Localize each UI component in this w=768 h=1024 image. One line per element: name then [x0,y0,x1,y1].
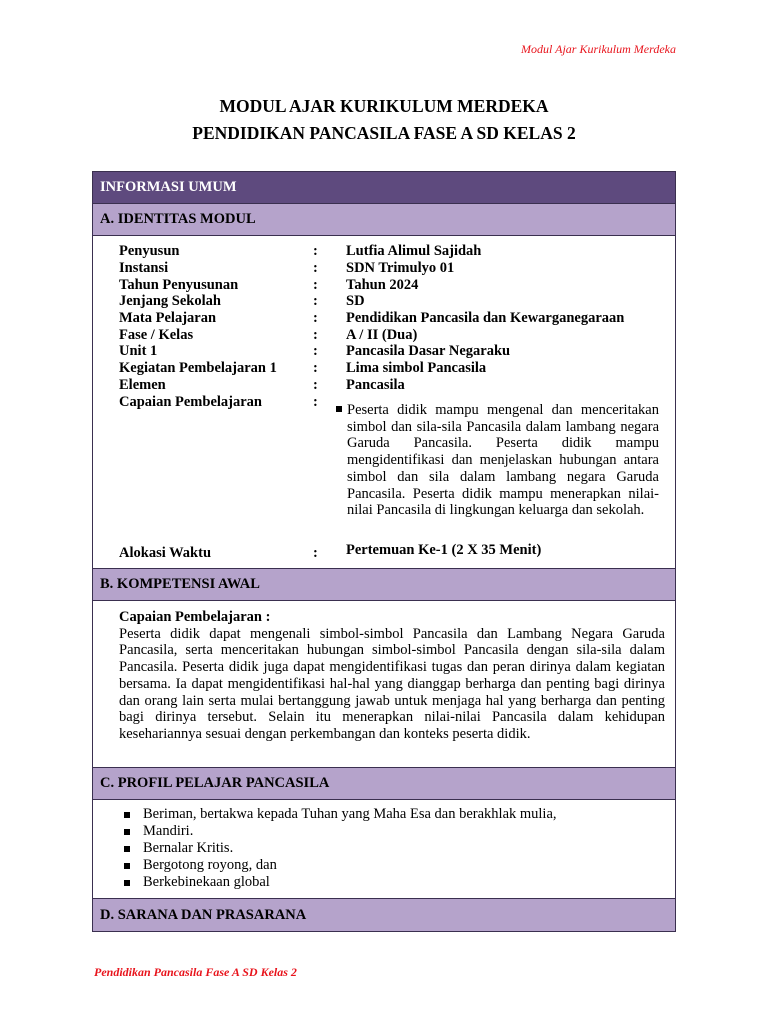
alokasi-waktu-value: Pertemuan Ke-1 (2 X 35 Menit) [346,542,542,558]
capaian-pembelajaran-text: Peserta didik mampu mengenal dan menceritakan simbol dan sila-sila Pancasila dalam lambang negara Garuda Pancasila. Peserta didik mampu mengidentifikasi dan menjelaskan hubungan antara simbol dan sila dalam lambang negara Garuda Pancasila. Peserta didik mampu menerapkan nilai-nilai Pancasila di lingkungan keluarga dan sekolah. [347,402,659,519]
kompetensi-awal-header: B. KOMPETENSI AWAL [93,569,675,601]
identity-value: Pancasila [346,377,405,393]
bullet-square-icon [124,812,130,818]
identity-label: Elemen [119,377,166,393]
list-item [93,823,675,840]
profil-item-text: Bergotong royong, dan [143,857,277,873]
profil-pelajar-body [93,800,675,899]
identity-label: Unit 1 [119,343,158,359]
sarana-prasarana-header: D. SARANA DAN PRASARANA [93,899,675,931]
identity-colon: : [313,377,318,393]
identity-colon: : [313,545,318,561]
identitas-modul-header: A. IDENTITAS MODUL [93,204,675,236]
identity-label: Jenjang Sekolah [119,293,221,309]
identity-label: Kegiatan Pembelajaran 1 [119,360,277,376]
kompetensi-awal-body [93,601,675,768]
identity-colon: : [313,360,318,376]
identity-value: SDN Trimulyo 01 [346,260,455,276]
identity-colon: : [313,243,318,259]
bullet-square-icon [124,846,130,852]
list-item [93,857,675,874]
identity-label: Tahun Penyusunan [119,277,239,293]
header-note: Modul Ajar Kurikulum Merdeka [521,42,676,56]
identity-label: Penyusun [119,243,180,259]
identity-colon: : [313,310,318,326]
profil-item-text: Berkebinekaan global [143,874,270,890]
bullet-square-icon [124,829,130,835]
informasi-umum-header: INFORMASI UMUM [93,172,675,204]
identitas-modul-body [93,236,675,569]
identity-label: Mata Pelajaran [119,310,217,326]
identity-colon: : [313,394,318,410]
identity-value: Lima simbol Pancasila [346,360,487,376]
capaian-label: Capaian Pembelajaran : [119,609,271,625]
list-item [93,806,675,823]
title-line-2: PENDIDIKAN PANCASILA FASE A SD KELAS 2 [192,123,576,143]
identity-colon: : [313,277,318,293]
identity-value: SD [346,293,365,309]
identity-value: Pancasila Dasar Negaraku [346,343,511,359]
module-table [92,171,676,932]
title-line-1: MODUL AJAR KURIKULUM MERDEKA [219,96,549,116]
identity-value: Tahun 2024 [346,277,419,293]
identity-colon: : [313,327,318,343]
document-title [0,93,768,147]
profil-item-text: Mandiri. [143,823,194,839]
identity-value: Lutfia Alimul Sajidah [346,243,482,259]
bullet-square-icon [124,863,130,869]
profil-item-text: Beriman, bertakwa kepada Tuhan yang Maha Esa dan berakhlak mulia, [143,806,557,822]
list-item [93,840,675,857]
alokasi-waktu-label: Alokasi Waktu [119,545,212,561]
identity-colon: : [313,293,318,309]
identity-label: Fase / Kelas [119,327,194,343]
bullet-square-icon [124,880,130,886]
identity-label: Capaian Pembelajaran [119,394,262,410]
bullet-square-icon [336,406,342,412]
kompetensi-text: Peserta didik dapat mengenali simbol-simbol Pancasila dan Lambang Negara Garuda Pancasila, serta menceritakan hubungan simbol-simbol Pancasila dengan sila-sila dalam Pancasila. Peserta didik juga dapat mengidentifikasi tugas dan peran dirinya dalam kegiatan bersama. Ia dapat mengidentifikasi hal-hal yang dianggap berharga dan penting bagi dirinya dan orang lain serta mulai bertanggung jawab untuk menjaga hal yang berharga dan penting bagi dirinya tersebut. Selain itu menerapkan nilai-nilai Pancasila dalam kehidupan kesehariannya sesuai dengan perkembangan dan konteks peserta didik. [119,625,665,742]
identity-value: A / II (Dua) [346,327,418,343]
profil-pelajar-header: C. PROFIL PELAJAR PANCASILA [93,768,675,800]
list-item [93,874,675,891]
identity-colon: : [313,260,318,276]
footer-note: Pendidikan Pancasila Fase A SD Kelas 2 [94,965,297,979]
identity-label: Instansi [119,260,169,276]
identity-colon: : [313,343,318,359]
profil-item-text: Bernalar Kritis. [143,840,234,856]
identity-value: Pendidikan Pancasila dan Kewarganegaraan [346,310,625,326]
